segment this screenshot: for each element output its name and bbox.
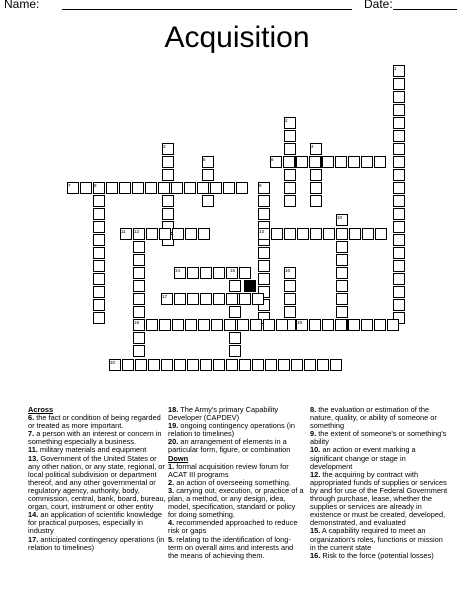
grid-cell[interactable] [335,156,347,168]
grid-cell[interactable] [198,319,210,331]
clue-item [310,471,450,528]
grid-cell[interactable] [375,228,387,240]
grid-cell[interactable] [393,156,405,168]
clue-number: 16 [285,267,291,273]
clue-item-number: 18. [168,405,179,414]
grid-cell[interactable] [310,169,322,181]
grid-cell[interactable] [393,273,405,285]
grid-cell[interactable] [162,156,174,168]
grid-cell[interactable] [93,221,105,233]
clue-number: 15 [230,267,236,273]
grid-cell[interactable] [336,306,348,318]
clue-item-text: Risk to the force (potential losses) [320,550,434,560]
grid-cell[interactable] [93,247,105,259]
grid-cell[interactable] [133,280,145,292]
grid-cell[interactable] [336,293,348,305]
grid-cell[interactable] [200,293,212,305]
clue-item [168,422,305,438]
grid-cell[interactable] [159,319,171,331]
grid-cell[interactable] [200,359,212,371]
grid-cell[interactable] [276,319,288,331]
clue-item [310,527,450,551]
grid-cell[interactable] [133,345,145,357]
grid-cell[interactable] [284,182,296,194]
clue-item-text: the extent of someone's or something's ability [310,429,447,447]
grid-cell[interactable] [374,156,386,168]
grid-cell[interactable] [145,182,157,194]
grid-cell[interactable] [135,359,147,371]
grid-cell[interactable] [159,228,171,240]
clue-item-number: 15. [310,526,321,536]
grid-cell[interactable] [393,286,405,298]
grid-cell[interactable] [250,319,262,331]
grid-cell[interactable] [393,169,405,181]
clue-number: 11 [121,228,126,234]
clue-number: 20 [110,359,116,365]
grid-cell[interactable] [133,332,145,344]
grid-cell[interactable] [284,143,296,155]
clue-item-text: an application of scientific knowledge for practical purposes, especially in industry [28,510,162,536]
clue-number: 9 [259,182,262,188]
clues-column-2 [168,406,305,560]
down-clue-list [168,463,305,560]
clue-item-text: an action of overseeing something. [174,477,291,487]
clue-item [168,438,305,454]
grid-cell[interactable] [393,182,405,194]
clue-number: 3 [163,143,166,149]
grid-cell[interactable] [330,359,342,371]
grid-cell[interactable] [93,312,105,324]
clue-item-number: 8. [310,405,317,414]
clue-item [28,414,166,430]
grid-cell[interactable] [387,319,399,331]
clue-item [310,406,450,430]
grid-cell[interactable] [336,241,348,253]
grid-cell[interactable] [393,234,405,246]
clue-item-number: 3. [168,485,175,495]
across-clue-list [28,414,166,552]
grid-cell[interactable] [336,267,348,279]
grid-cell[interactable] [202,169,214,181]
grid-cell[interactable] [258,273,270,285]
grid-cell[interactable] [162,169,174,181]
clue-item-number: 10. [310,445,321,455]
grid-cell[interactable] [284,280,296,292]
grid-cell[interactable] [213,359,225,371]
grid-cell[interactable] [106,182,118,194]
grid-cell[interactable] [133,306,145,318]
grid-cell[interactable] [252,359,264,371]
clue-item [28,536,166,552]
clue-item-text: The Army's primary Capability Developer (CAPDEV) [168,405,279,423]
clue-number: 18 [134,319,140,325]
grid-cell[interactable] [393,91,405,103]
grid-cell[interactable] [393,104,405,116]
grid-cell[interactable] [162,208,174,220]
grid-cell[interactable] [309,319,321,331]
clue-item-number: 20. [168,437,179,447]
grid-cell[interactable] [210,182,222,194]
grid-cell[interactable] [223,182,235,194]
grid-cell[interactable] [336,228,348,240]
grid-cell[interactable] [284,169,296,181]
grid-cell[interactable] [322,156,334,168]
grid-cell[interactable] [296,156,308,168]
clue-item-number: 4. [168,518,175,528]
grid-cell[interactable] [323,228,335,240]
grid-cell[interactable] [283,156,295,168]
grid-cell[interactable] [393,260,405,272]
grid-cell[interactable] [198,228,210,240]
grid-cell[interactable] [172,228,184,240]
date-label: Date: [364,0,393,11]
grid-cell[interactable] [93,195,105,207]
grid-cell[interactable] [148,359,160,371]
grid-cell[interactable] [310,228,322,240]
clue-item-number: 12. [310,469,321,479]
clue-item [310,552,450,560]
clue-item-number: 9. [310,429,317,439]
grid-cell[interactable] [284,293,296,305]
grid-cell[interactable] [265,359,277,371]
grid-cell[interactable] [184,182,196,194]
down-clue-list-continued [310,406,450,560]
grid-cell[interactable] [229,306,241,318]
grid-cell[interactable] [284,228,296,240]
clue-item [168,406,305,422]
across-clue-list-continued [168,406,305,455]
grid-cell[interactable] [93,273,105,285]
clue-item-text: a person with an interest or concern in something especially a business. [28,429,162,447]
clue-item-number: 5. [168,534,175,544]
grid-cell[interactable] [172,319,184,331]
clue-item [310,430,450,446]
clue-item-text: ongoing contingency operations (in relation to timelines) [168,421,295,439]
grid-cell[interactable] [258,247,270,259]
clue-item [168,487,305,519]
grid-cell[interactable] [348,156,360,168]
grid-cell[interactable] [239,293,251,305]
grid-cell[interactable] [393,117,405,129]
grid-cell[interactable] [185,228,197,240]
clue-item-text: formal acquisition review forum for ACAT III programs [168,461,289,479]
grid-cell[interactable] [229,280,241,292]
grid-cell[interactable] [80,182,92,194]
grid-cell[interactable] [171,182,183,194]
clue-item-number: 11. [28,445,38,455]
clue-item-number: 19. [168,421,179,431]
grid-cell[interactable] [162,195,174,207]
clue-number: 19 [297,319,303,325]
grid-cell[interactable] [187,359,199,371]
grid-cell[interactable] [226,293,238,305]
clue-item-text: relating to the identification of long-term on overall aims and interests and the means of achieving them. [168,534,294,560]
clue-item-text: Government of the United States or any other nation, or any state, regional, or local political subdivision or department thereof, and any other governmental or regulatory agency, authority, body, commission, central, bank, board, bureau, organ, court, instrument or other entity [28,453,166,512]
grid-cell[interactable] [309,156,321,168]
grid-cell[interactable] [229,332,241,344]
grid-cell[interactable] [224,319,236,331]
clue-item [168,519,305,535]
grid-cell[interactable] [202,195,214,207]
grid-cell[interactable] [393,143,405,155]
clue-item [168,463,305,479]
grid-cell[interactable] [239,359,251,371]
grid-cell[interactable] [310,182,322,194]
grid-cell[interactable] [393,208,405,220]
clue-item-text: an arrangement of elements in a particular form, figure, or combination [168,437,291,455]
grid-cell[interactable] [146,228,158,240]
grid-cell[interactable] [132,182,144,194]
grid-cell[interactable] [258,208,270,220]
grid-cell[interactable] [310,195,322,207]
grid-cell[interactable] [158,182,170,194]
grid-cell[interactable] [258,195,270,207]
grid-cell[interactable] [174,293,186,305]
clue-item [28,455,166,512]
grid-cell[interactable] [297,228,309,240]
clue-item-text: the acquiring by contract with appropriated funds of supplies or services by and for use of the Federal Government through purchase, lease, whether the supplies or services are already in existence or must be created, developed, demonstrated, and evaluated [310,469,448,528]
grid-cell[interactable] [187,267,199,279]
grid-cell[interactable] [317,359,329,371]
grid-cell[interactable] [291,359,303,371]
grid-cell[interactable] [335,319,347,331]
clue-item-number: 1. [168,461,175,471]
grid-cell[interactable] [393,247,405,259]
clues-column-3 [310,406,450,560]
clue-item [168,536,305,560]
clue-number: 5 [203,156,206,162]
grid-cell[interactable] [185,319,197,331]
grid-cell[interactable] [393,299,405,311]
grid-cell[interactable] [393,130,405,142]
clue-number: 8 [94,182,97,188]
grid-cell[interactable] [271,228,283,240]
grid-cell[interactable] [93,286,105,298]
grid-cell[interactable] [236,182,248,194]
grid-cell[interactable] [213,293,225,305]
name-label: Name: [4,0,40,11]
clue-item-number: 13. [28,453,39,463]
clue-number: 7 [68,182,71,188]
grid-cell[interactable] [284,130,296,142]
grid-cell[interactable] [197,182,209,194]
grid-cell[interactable] [393,195,405,207]
clue-item [310,446,450,470]
clue-number: 2 [285,117,288,123]
grid-cell[interactable] [133,254,145,266]
grid-cell[interactable] [200,267,212,279]
grid-cell[interactable] [133,293,145,305]
clues-column-1 [28,406,166,552]
black-cell [244,280,256,292]
clue-number: 13 [259,228,265,234]
clue-item-number: 7. [28,429,35,439]
grid-cell[interactable] [393,78,405,90]
grid-cell[interactable] [93,299,105,311]
across-heading: Across [28,405,54,414]
grid-cell[interactable] [161,359,173,371]
grid-cell[interactable] [284,195,296,207]
grid-cell[interactable] [322,319,334,331]
grid-cell[interactable] [93,208,105,220]
clue-number: 17 [162,293,168,299]
grid-cell[interactable] [284,306,296,318]
grid-cell[interactable] [213,267,225,279]
clue-item-number: 14. [28,510,39,520]
clue-item-text: the evaluation or estimation of the nature, quality, or ability of someone or something [310,405,437,431]
grid-cell[interactable] [133,267,145,279]
clue-item-text: an action or event marking a significant change or stage in development [310,445,416,471]
clue-item-text: A capability required to meet an organization's roles, functions or mission in the current state [310,526,443,552]
grid-cell[interactable] [263,319,275,331]
grid-cell[interactable] [187,293,199,305]
grid-cell[interactable] [133,241,145,253]
grid-cell[interactable] [304,359,316,371]
grid-cell[interactable] [226,359,238,371]
grid-cell[interactable] [348,319,360,331]
clue-number: 6 [271,156,274,162]
grid-cell[interactable] [122,359,134,371]
clue-number: 12 [134,228,140,234]
clue-item [28,430,166,446]
clue-number: 14 [175,267,181,273]
down-heading: Down [168,453,189,463]
clue-item-text: carrying out, execution, or practice of a plan, a method, or any design, idea, model, specification, standard or policy for doing something. [168,485,304,520]
grid-cell[interactable] [252,293,264,305]
grid-cell[interactable] [146,319,158,331]
grid-cell[interactable] [362,228,374,240]
grid-cell[interactable] [361,156,373,168]
clue-item-text: anticipated contingency operations (in relation to timelines) [28,534,165,552]
grid-cell[interactable] [258,260,270,272]
grid-cell[interactable] [336,280,348,292]
grid-cell[interactable] [361,319,373,331]
grid-cell[interactable] [278,359,290,371]
grid-cell[interactable] [393,221,405,233]
grid-cell[interactable] [211,319,223,331]
clue-item-number: 17. [28,534,39,544]
grid-cell[interactable] [93,260,105,272]
clue-item-text: the fact or condition of being regarded or treated as more important. [28,413,161,431]
clue-item-number: 2. [168,477,175,487]
grid-cell[interactable] [237,319,249,331]
grid-cell[interactable] [174,359,186,371]
clue-number: 4 [311,143,314,149]
clue-item [28,511,166,535]
clue-item-text: military materials and equipment [37,445,147,455]
grid-cell[interactable] [336,254,348,266]
clue-item-number: 16. [310,550,321,560]
grid-cell[interactable] [239,267,251,279]
puzzle-title: Acquisition [164,21,310,54]
grid-cell[interactable] [229,345,241,357]
grid-cell[interactable] [119,182,131,194]
clue-number: 10 [337,214,343,220]
grid-cell[interactable] [349,228,361,240]
clue-item-text: recommended approached to reduce risk or gaps [168,518,298,536]
clue-item-number: 6. [28,413,35,423]
clue-number: 1 [394,65,397,71]
grid-cell[interactable] [93,234,105,246]
grid-cell[interactable] [374,319,386,331]
